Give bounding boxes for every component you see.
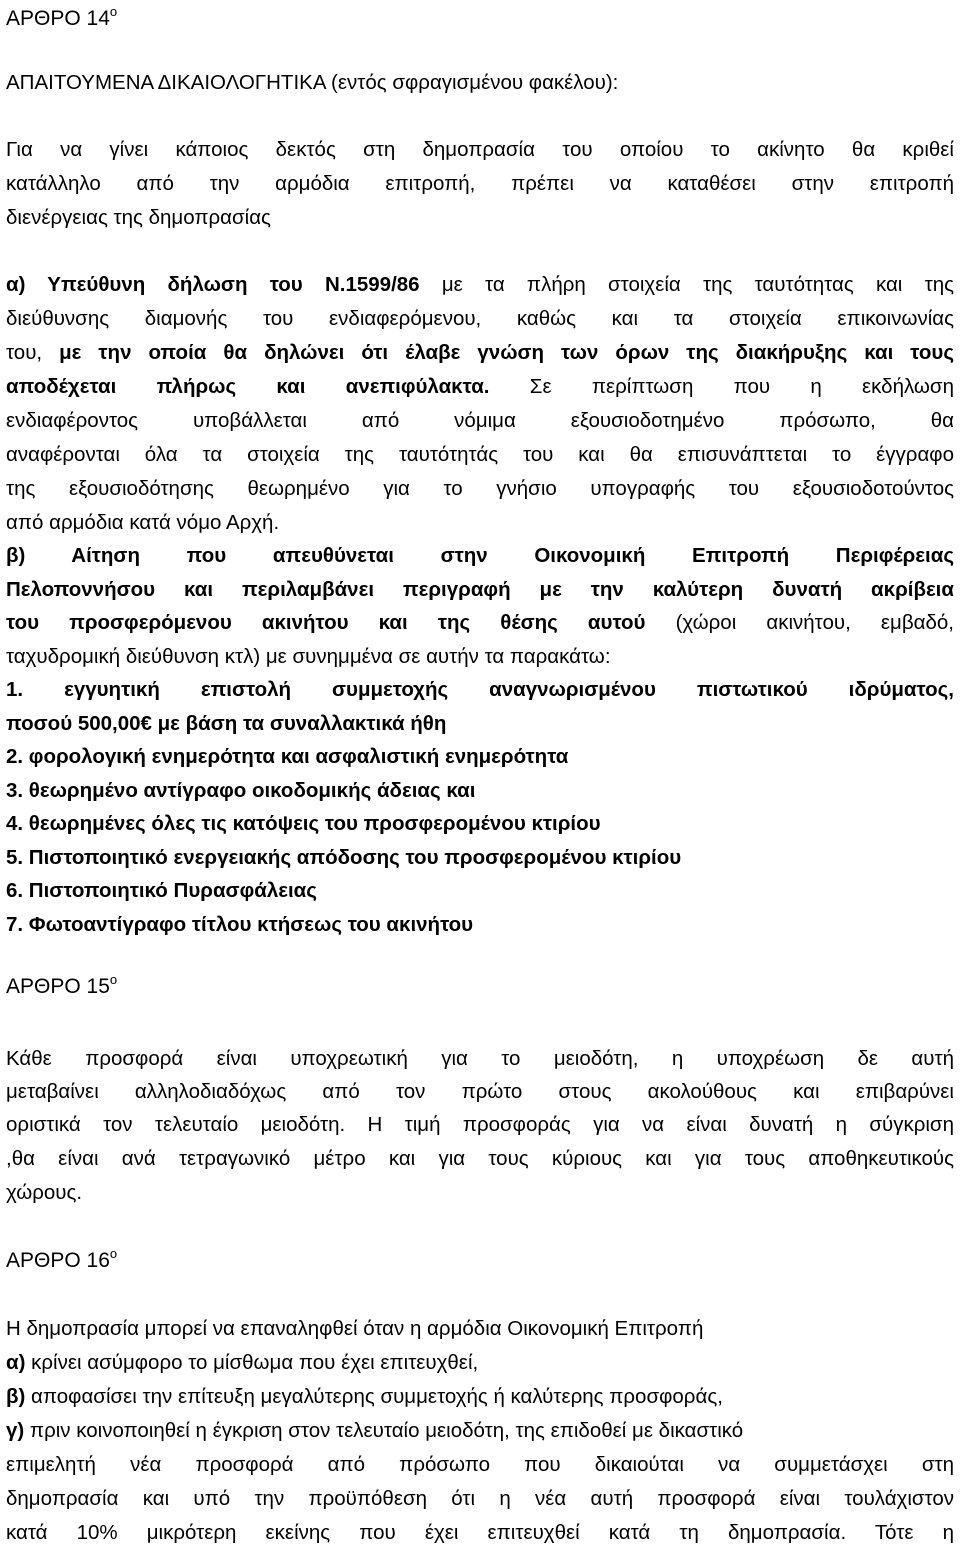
list-item-7: 7. Φωτοαντίγραφο τίτλου κτήσεως του ακινήτου [6, 913, 474, 936]
item-a-line-7: της εξουσιοδότησης θεωρημένο για το γνήσιο υπογραφής του εξουσιοδοτούντος [6, 477, 954, 500]
item-a-line-6: αναφέρονται όλα τα στοιχεία της ταυτότητάς του και θα επισυνάπτεται το έγγραφο [6, 443, 954, 466]
item-b-line-4: ταχυδρομική διεύθυνση κτλ) με συνημμένα σε αυτήν τα παρακάτω: [6, 645, 611, 668]
article-16-heading: ΑΡΘΡΟ $16^o$ [6, 1246, 118, 1272]
item-a-line-4: αποδέχεται πλήρως και ανεπιφύλακτα. Σε περίπτωση που η εκδήλωση [6, 375, 954, 398]
article-16-item-c-line-2: επιμελητή νέα προσφορά από πρόσωπο που δικαιούται να συμμετάσχει στη [6, 1453, 954, 1476]
intro-line-1: Για να γίνει κάποιος δεκτός στη δημοπρασία του οποίου το ακίνητο θα κριθεί [6, 138, 954, 161]
item-a-line-2: διεύθυνσης διαμονής του ενδιαφερόμενου, καθώς και τα στοιχεία επικοινωνίας [6, 307, 954, 330]
article-15-line-4: ,θα είναι ανά τετραγωνικό μέτρο και για τους κύριους και για τους αποθηκευτικούς [6, 1147, 954, 1170]
list-item-4: 4. θεωρημένες όλες τις κατόψεις του προσφερομένου κτιρίου [6, 812, 601, 835]
article-14-subheading: ΑΠΑΙΤΟΥΜΕΝΑ ΔΙΚΑΙΟΛΟΓΗΤΙΚΑ (εντός σφραγισμένου φακέλου): [6, 71, 619, 94]
item-a-line-3: του, με την οποία θα δηλώνει ότι έλαβε γνώση των όρων της διακήρυξης και τους [6, 341, 954, 364]
article-15-line-5: χώρους. [6, 1181, 83, 1204]
article-16-item-c-line-1: γ) πριν κοινοποιηθεί η έγκριση στον τελευταίο μειοδότη, της επιδοθεί με δικαστικό [6, 1419, 744, 1442]
article-16-item-b: β) αποφασίσει την επίτευξη μεγαλύτερης συμμετοχής ή καλύτερης προσφοράς, [6, 1385, 723, 1408]
article-16-item-c-line-4: κατά 10% μικρότερη εκείνης που έχει επιτευχθεί κατά τη δημοπρασία. Τότε η [6, 1521, 954, 1544]
item-a-line-8: από αρμόδια κατά νόμο Αρχή. [6, 511, 280, 534]
article-16-superscript: ο [109, 1246, 118, 1261]
item-b-line-1: β) Αίτηση που απευθύνεται στην Οικονομική Επιτροπή Περιφέρειας [6, 544, 954, 567]
article-15-line-2: μεταβαίνει αλληλοδιαδόχως από τον πρώτο στους ακολούθους και επιβαρύνει [6, 1080, 954, 1103]
article-15-superscript: ο [109, 972, 118, 987]
item-b-line-2: Πελοποννήσου και περιλαμβάνει περιγραφή με την καλύτερη δυνατή ακρίβεια [6, 578, 954, 601]
list-item-1-line-1: 1. εγγυητική επιστολή συμμετοχής αναγνωρισμένου πιστωτικού ιδρύματος, [6, 678, 954, 701]
article-15-line-3: οριστικά τον τελευταίο μειοδότη. Η τιμή προσφοράς για να είναι δυνατή η σύγκριση [6, 1113, 954, 1136]
item-a-bold-title: α) Υπεύθυνη δήλωση του Ν.1599/86 [6, 273, 420, 296]
list-item-5: 5. Πιστοποιητικό ενεργειακής απόδοσης του προσφερομένου κτιρίου [6, 846, 682, 869]
list-item-3: 3. θεωρημένο αντίγραφο οικοδομικής άδειας και [6, 779, 476, 802]
list-item-6: 6. Πιστοποιητικό Πυρασφάλειας [6, 879, 317, 902]
article-15-heading: ΑΡΘΡΟ $15^o$ [6, 972, 118, 998]
item-a-line-1: α) Υπεύθυνη δήλωση του Ν.1599/86 με τα πλήρη στοιχεία της ταυτότητας και της [6, 273, 954, 296]
item-b-line-3: του προσφερόμενου ακινήτου και της θέσης αυτού (χώροι ακινήτου, εμβαδό, [6, 611, 954, 634]
article-14-superscript: ο [109, 4, 118, 19]
list-item-1-line-2: ποσού 500,00€ με βάση τα συναλλακτικά ήθη [6, 712, 447, 735]
article-16-item-c-line-3: δημοπρασία και υπό την προϋπόθεση ότι η νέα αυτή προσφορά είναι τουλάχιστον [6, 1487, 954, 1510]
list-item-2: 2. φορολογική ενημερότητα και ασφαλιστική ενημερότητα [6, 745, 569, 768]
article-16-item-a: α) κρίνει ασύμφορο το μίσθωμα που έχει επιτευχθεί, [6, 1351, 479, 1374]
intro-line-2: κατάλληλο από την αρμόδια επιτροπή, πρέπει να καταθέσει στην επιτροπή [6, 172, 954, 195]
article-16-intro: Η δημοπρασία μπορεί να επαναληφθεί όταν η αρμόδια Οικονομική Επιτροπή [6, 1317, 704, 1340]
intro-line-3: διενέργειας της δημοπρασίας [6, 206, 271, 229]
item-a-line-5: ενδιαφέροντος υποβάλλεται από νόμιμα εξουσιοδοτημένο πρόσωπο, θα [6, 409, 954, 432]
article-15-line-1: Κάθε προσφορά είναι υποχρεωτική για το μειοδότη, η υποχρέωση δε αυτή [6, 1047, 954, 1070]
article-14-heading: ΑΡΘΡΟ $14^o$ [6, 4, 118, 30]
